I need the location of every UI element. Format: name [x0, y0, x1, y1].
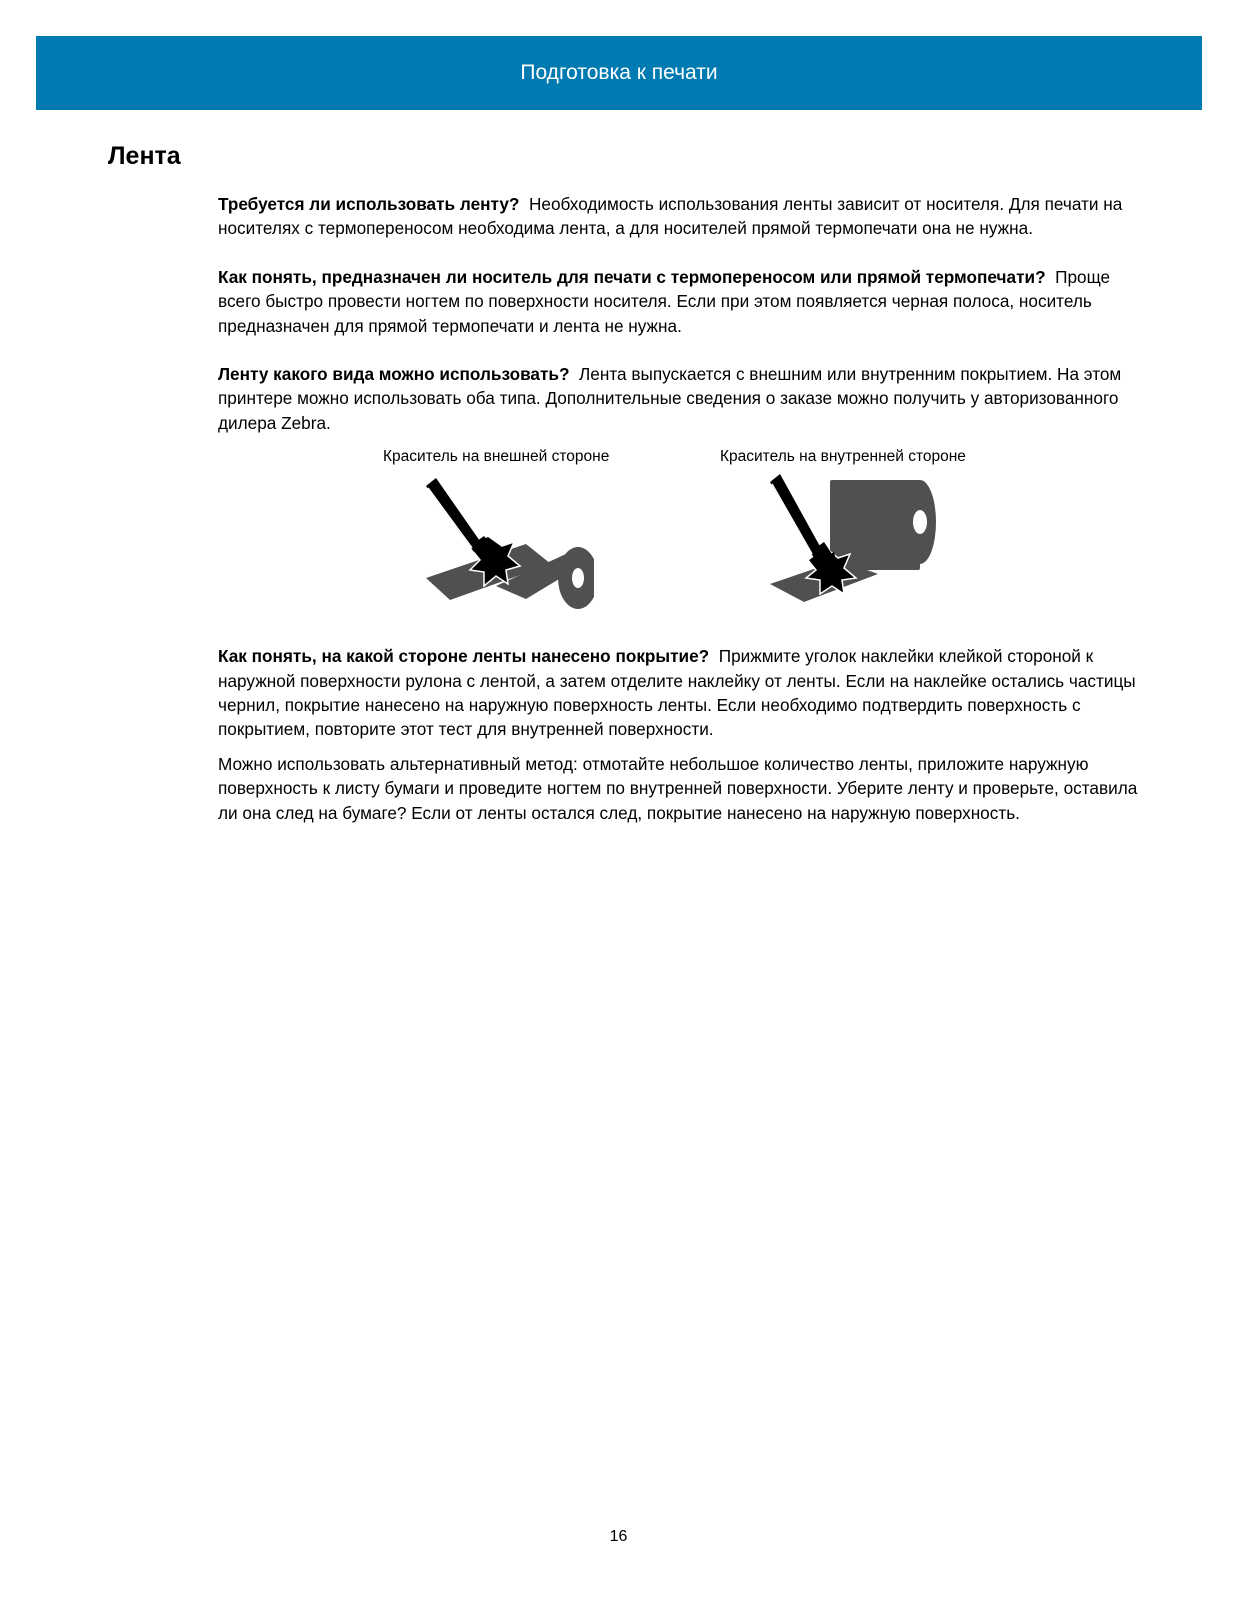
question-ribbon-kind: Ленту какого вида можно использовать?: [218, 364, 570, 385]
ribbon-outside-illustration: [426, 474, 594, 614]
ribbon-inside-illustration: [770, 474, 940, 614]
paragraph-need-ribbon: [218, 192, 1153, 241]
header-bar: [36, 36, 1202, 110]
paragraph-coating-side: [218, 644, 1153, 742]
paragraph-media-type: [218, 265, 1153, 338]
paragraph-alternative-method: Можно использовать альтернативный метод: отмотайте небольшое количество ленты, приложите наружную поверхность к листу бумаги и проведите ногтем по внутренней поверхности. Уберите ленту и проверьте, оставила ли она след на бумаге? Если от ленты остался след, покрытие нанесено на наружную поверхность.: [218, 753, 1138, 823]
section-title: Лента: [108, 142, 181, 170]
caption-outside: Краситель на внешней стороне: [383, 448, 610, 466]
question-media-type: Как понять, предназначен ли носитель для печати с термопереносом или прямой термопечати?: [218, 266, 1046, 287]
content: [218, 192, 1153, 825]
answer-media-type: Проще всего быстро провести ногтем по поверхности носителя. Если при этом появляется черная полоса, носитель предназначен для прямой термопечати и лента не нужна.: [218, 266, 1111, 336]
caption-inside: Краситель на внутренней стороне: [720, 448, 966, 466]
question-coating-side: Как понять, на какой стороне ленты нанесено покрытие?: [218, 646, 710, 667]
question-need-ribbon: Требуется ли использовать ленту?: [218, 194, 520, 214]
page-number: 16: [609, 1528, 628, 1545]
header-title: Подготовка к печати: [520, 61, 718, 84]
paragraph-ribbon-kind: [218, 362, 1153, 435]
ribbon-figure: [218, 448, 1153, 644]
answer-need-ribbon: Необходимость использования ленты зависит от носителя. Для печати на носителях с термопереносом необходима лента, а для носителей прямой термопечати она не нужна.: [218, 194, 1123, 239]
answer-coating-side: Прижмите уголок наклейки клейкой стороной к наружной поверхности рулона с лентой, а затем отделите наклейку от ленты. Если на наклейке остались частицы чернил, покрытие нанесено на наружную поверхность ленты. Если необходимо подтвердить поверхность с покрытием, повторите этот тест для внутренней поверхности.: [218, 646, 1136, 740]
answer-ribbon-kind: Лента выпускается с внешним или внутренним покрытием. На этом принтере можно использовать оба типа. Дополнительные сведения о заказе можно получить у авторизованного дилера Zebra.: [218, 364, 1122, 433]
